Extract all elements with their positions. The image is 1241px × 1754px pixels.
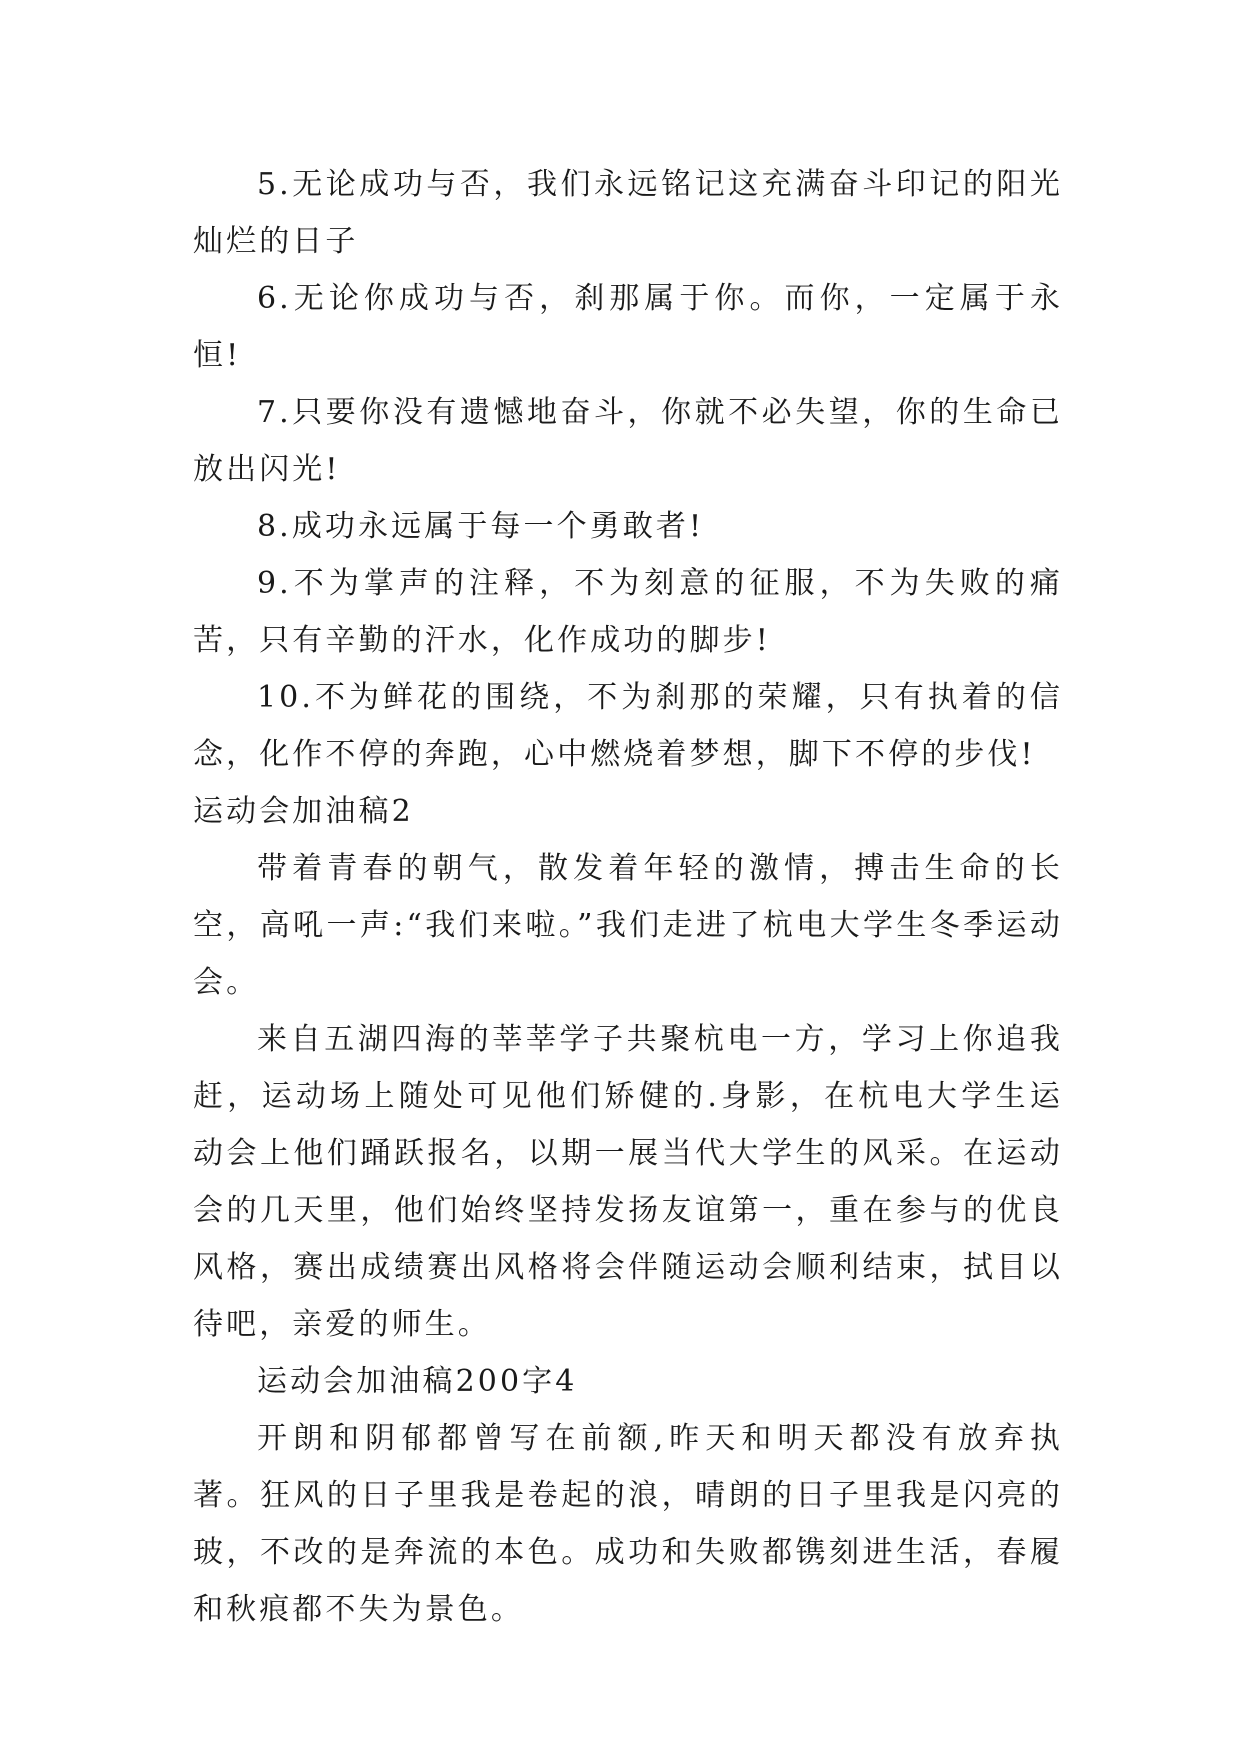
paragraph-youth: 带着青春的朝气，散发着年轻的激情，搏击生命的长空，高吼一声:“我们来啦。”我们走进了杭电大学生冬季运动会。 bbox=[193, 851, 1063, 1000]
paragraph-item-8: 8.成功永远属于每一个勇敢者! bbox=[257, 509, 705, 544]
paragraph-item-7: 7.只要你没有遗憾地奋斗，你就不必失望，你的生命已放出闪光! bbox=[193, 395, 1063, 487]
paragraph-item-5: 5.无论成功与否，我们永远铭记这充满奋斗印记的阳光灿烂的日子 bbox=[193, 167, 1063, 259]
section-heading-4: 运动会加油稿200字4 bbox=[257, 1364, 578, 1399]
paragraph-students: 来自五湖四海的莘莘学子共聚杭电一方，学习上你追我赶，运动场上随处可见他们矫健的.身影，在杭电大学生运动会上他们踊跃报名，以期一展当代大学生的风采。在运动会的几天里，他们始终坚持发扬友谊第一，重在参与的优良风格，赛出成绩赛出风格将会伴随运动会顺利结束，拭目以待吧，亲爱的师生。 bbox=[193, 1022, 1063, 1342]
paragraph-item-9: 9.不为掌声的注释，不为刻意的征服，不为失败的痛苦，只有辛勤的汗水，化作成功的脚步! bbox=[193, 566, 1063, 658]
paragraph-optimism: 开朗和阴郁都曾写在前额,昨天和明天都没有放弃执著。狂风的日子里我是卷起的浪，晴朗的日子里我是闪亮的玻，不改的是奔流的本色。成功和失败都镌刻进生活，春履和秋痕都不失为景色。 bbox=[193, 1421, 1063, 1627]
paragraph-item-10: 10.不为鲜花的围绕，不为刹那的荣耀，只有执着的信念，化作不停的奔跑，心中燃烧着梦想，脚下不停的步伐! bbox=[193, 680, 1063, 772]
section-heading-2: 运动会加油稿2 bbox=[193, 794, 414, 829]
document-body bbox=[193, 156, 1063, 1638]
paragraph-item-6: 6.无论你成功与否，刹那属于你。而你，一定属于永恒! bbox=[193, 281, 1063, 373]
